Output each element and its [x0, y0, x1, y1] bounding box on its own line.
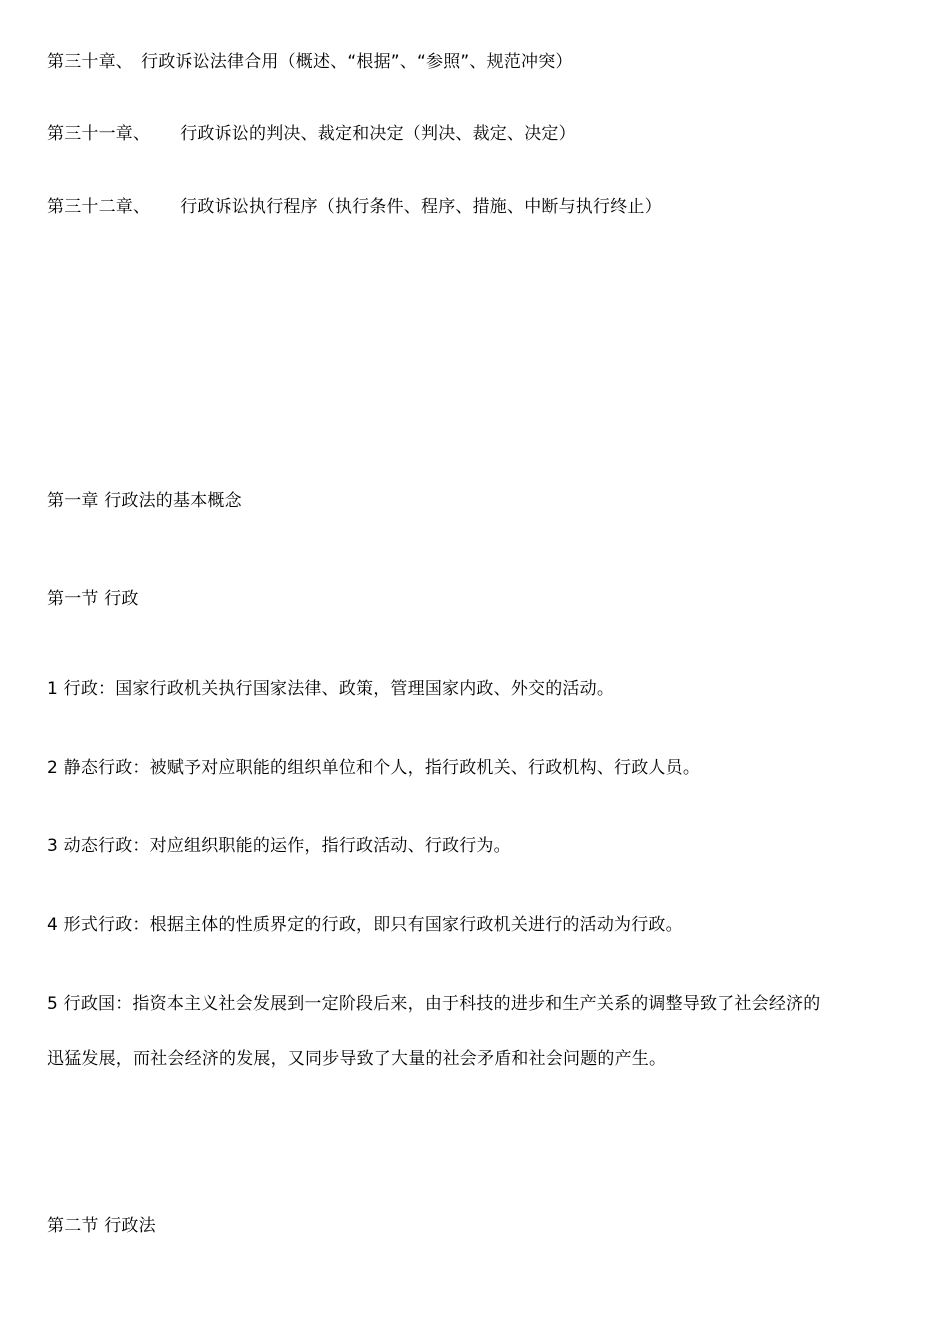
toc-chapter-title: 行政诉讼执行程序（执行条件、程序、措施、中断与执行终止） [180, 197, 662, 217]
toc-chapter-title: 行政诉讼法律合用（概述、“根据”、“参照”、规范冲突） [141, 52, 573, 72]
paragraph-item-line2: 迅猛发展，而社会经济的发展，又同步导致了大量的社会矛盾和社会问题的产生。 [47, 1049, 667, 1069]
paragraph-item-line1: 5 行政国：指资本主义社会发展到一定阶段后来，由于科技的进步和生产关系的调整导致了社会经济的 [47, 994, 821, 1014]
toc-entry-31 [47, 122, 576, 146]
section-heading: 第二节 行政法 [47, 1216, 156, 1236]
toc-chapter-title: 行政诉讼的判决、裁定和决定（判决、裁定、决定） [180, 124, 576, 144]
chapter-heading: 第一章 行政法的基本概念 [47, 491, 242, 511]
section-heading: 第一节 行政 [47, 589, 139, 609]
toc-chapter-number: 第三十二章、 [47, 197, 151, 217]
toc-entry-32 [47, 195, 662, 219]
toc-entry-30 [47, 50, 573, 74]
toc-chapter-number: 第三十一章、 [47, 124, 151, 144]
paragraph-item: 4 形式行政：根据主体的性质界定的行政，即只有国家行政机关进行的活动为行政。 [47, 915, 683, 935]
paragraph-item: 1 行政：国家行政机关执行国家法律、政策，管理国家内政、外交的活动。 [47, 679, 615, 699]
paragraph-item: 3 动态行政：对应组织职能的运作，指行政活动、行政行为。 [47, 836, 511, 856]
toc-chapter-number: 第三十章、 [47, 52, 133, 72]
paragraph-item: 2 静态行政：被赋予对应职能的组织单位和个人，指行政机关、行政机构、行政人员。 [47, 758, 701, 778]
